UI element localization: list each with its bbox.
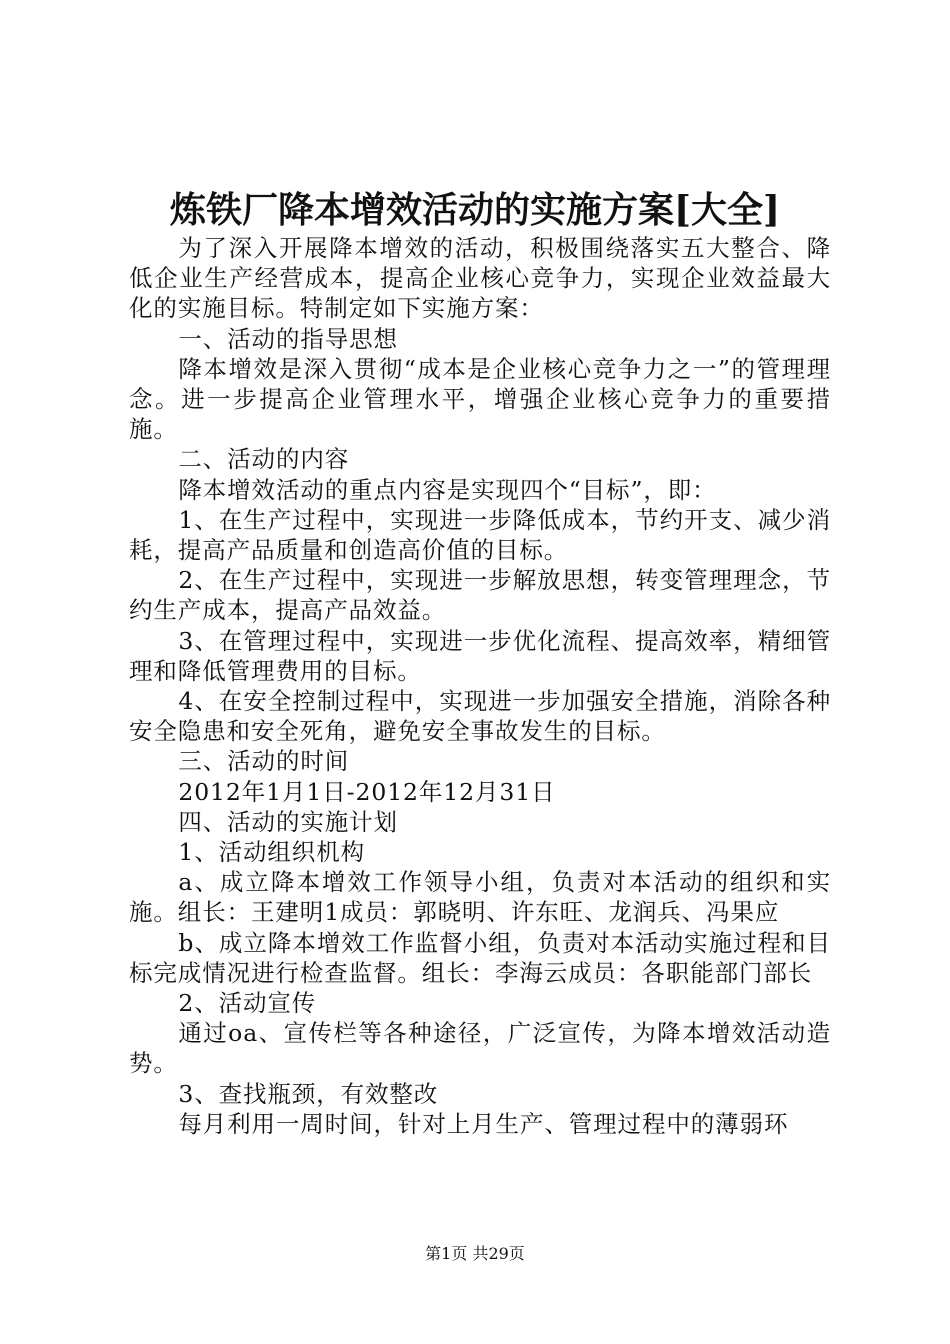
paragraph: 降本增效是深入贯彻“成本是企业核心竞争力之一”的管理理念。进一步提高企业管理水平，增强企业核心竞争力的重要措施。 <box>129 354 831 444</box>
paragraph: 通过oa、宣传栏等各种途径，广泛宣传，为降本增效活动造势。 <box>129 1019 831 1078</box>
list-item: a、成立降本增效工作领导小组，负责对本活动的组织和实施。组长：王建明1成员：郭晓明、许东旺、龙润兵、冯果应 <box>129 868 831 927</box>
subsection-heading: 1、活动组织机构 <box>178 838 365 867</box>
list-item: 3、在管理过程中，实现进一步优化流程、提高效率，精细管理和降低管理费用的目标。 <box>129 626 831 685</box>
subsection-heading: 3、查找瓶颈，有效整改 <box>178 1079 439 1108</box>
list-item: 4、在安全控制过程中，实现进一步加强安全措施，消除各种安全隐患和安全死角，避免安全事故发生的目标。 <box>129 687 831 746</box>
document-body <box>129 233 831 1139</box>
section-heading: 三、活动的时间 <box>178 747 350 776</box>
list-item: b、成立降本增效工作监督小组，负责对本活动实施过程和目标完成情况进行检查监督。组长：李海云成员：各职能部门部长 <box>129 928 831 987</box>
paragraph: 降本增效活动的重点内容是实现四个“目标”，即： <box>178 475 717 504</box>
section-heading: 四、活动的实施计划 <box>178 807 398 836</box>
intro-paragraph: 为了深入开展降本增效的活动，积极围绕落实五大整合、降低企业生产经营成本，提高企业核心竞争力，实现企业效益最大化的实施目标。特制定如下实施方案： <box>129 234 831 323</box>
paragraph: 2012年1月1日-2012年12月31日 <box>178 777 556 806</box>
list-item: 2、在生产过程中，实现进一步解放思想，转变管理理念，节约生产成本，提高产品效益。 <box>129 566 831 625</box>
subsection-heading: 2、活动宣传 <box>178 989 317 1018</box>
document-title: 炼铁厂降本增效活动的实施方案[大全] <box>169 189 781 231</box>
section-heading: 一、活动的指导思想 <box>178 324 398 353</box>
section-heading: 二、活动的内容 <box>178 445 350 474</box>
page-number: 第1页 共29页 <box>425 1244 525 1263</box>
list-item: 1、在生产过程中，实现进一步降低成本，节约开支、减少消耗，提高产品质量和创造高价值的目标。 <box>129 505 831 565</box>
paragraph: 每月利用一周时间，针对上月生产、管理过程中的薄弱环 <box>178 1109 789 1138</box>
